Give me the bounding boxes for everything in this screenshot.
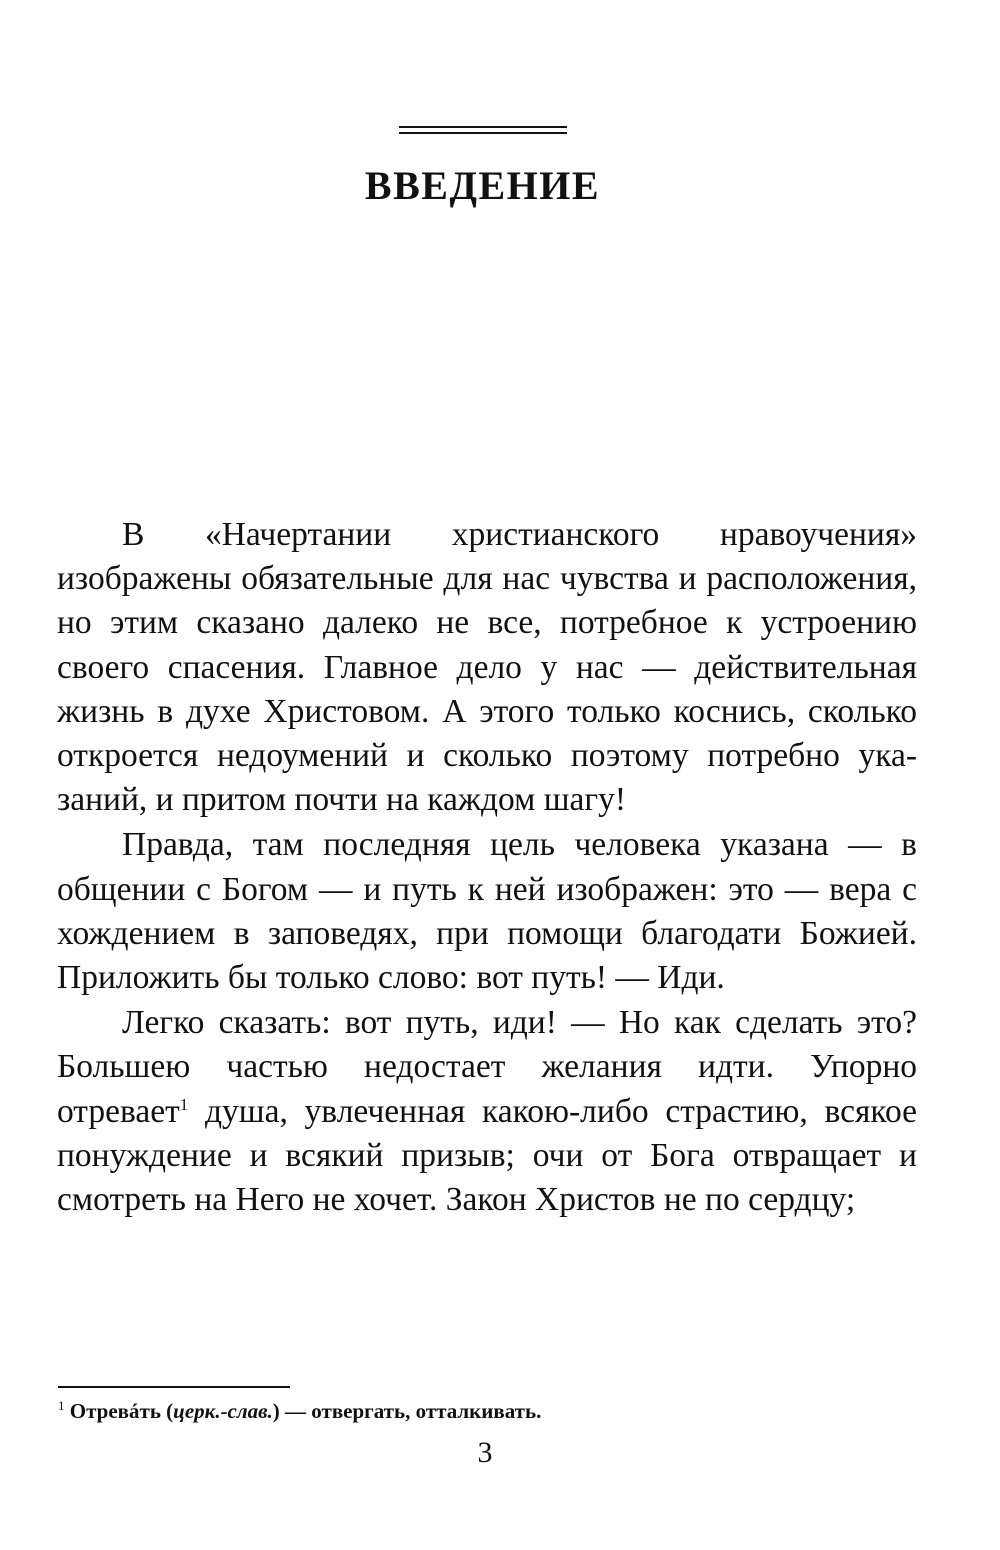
footnote bbox=[58, 1397, 918, 1425]
page-number: 3 bbox=[477, 1436, 493, 1469]
footnote-definition: — отвергать, отталкивать. bbox=[279, 1399, 542, 1423]
footnote-separator bbox=[58, 1386, 290, 1388]
paragraph-3-text-end: душа, увлеченная какою-либо страстию, всякое понуждение и всякий призыв; очи от Бога отвращает и смотреть на Него не хочет. Закон Христов не по сердцу; bbox=[57, 1092, 917, 1219]
footnote-number: 1 bbox=[58, 1398, 65, 1413]
paragraph-3-text-start: Легко сказать: вот путь, иди! — Но как сделать это? Большею частью недостает желания идти. Упорно отревает bbox=[57, 1004, 917, 1130]
chapter-title: ВВЕДЕНИЕ bbox=[364, 163, 601, 208]
footnote-reference-marker: 1 bbox=[179, 1094, 189, 1114]
footnote-language-label: церк.-слав. bbox=[173, 1399, 273, 1423]
footnote-label-close: ) bbox=[272, 1399, 280, 1423]
paragraph-1: В «Начертании христианского нравоучения» изображены обязательные для нас чувства и расположения, но этим сказано далеко не все, потребное к устроению своего спасения. Главное дело у нас — действительная жизнь в духе Христовом. А этого только коснись, сколько откроется недоумений и сколько поэтому потребно указаний, и притом почти на каждом шагу! bbox=[57, 516, 917, 819]
title-ornament-rule bbox=[399, 126, 567, 134]
footnote-term: Отревáть bbox=[69, 1399, 161, 1423]
footnote-label-open: ( bbox=[160, 1399, 174, 1423]
body-text bbox=[57, 513, 917, 1222]
paragraph-3 bbox=[57, 1001, 917, 1222]
paragraph-2: Правда, там последняя цель человека указана — в общении с Богом — и путь к ней изображен: это — вера с хождением в заповедях, при помощи благодати Божией. Приложить бы только слово: вот путь! — Иди. bbox=[57, 826, 917, 997]
